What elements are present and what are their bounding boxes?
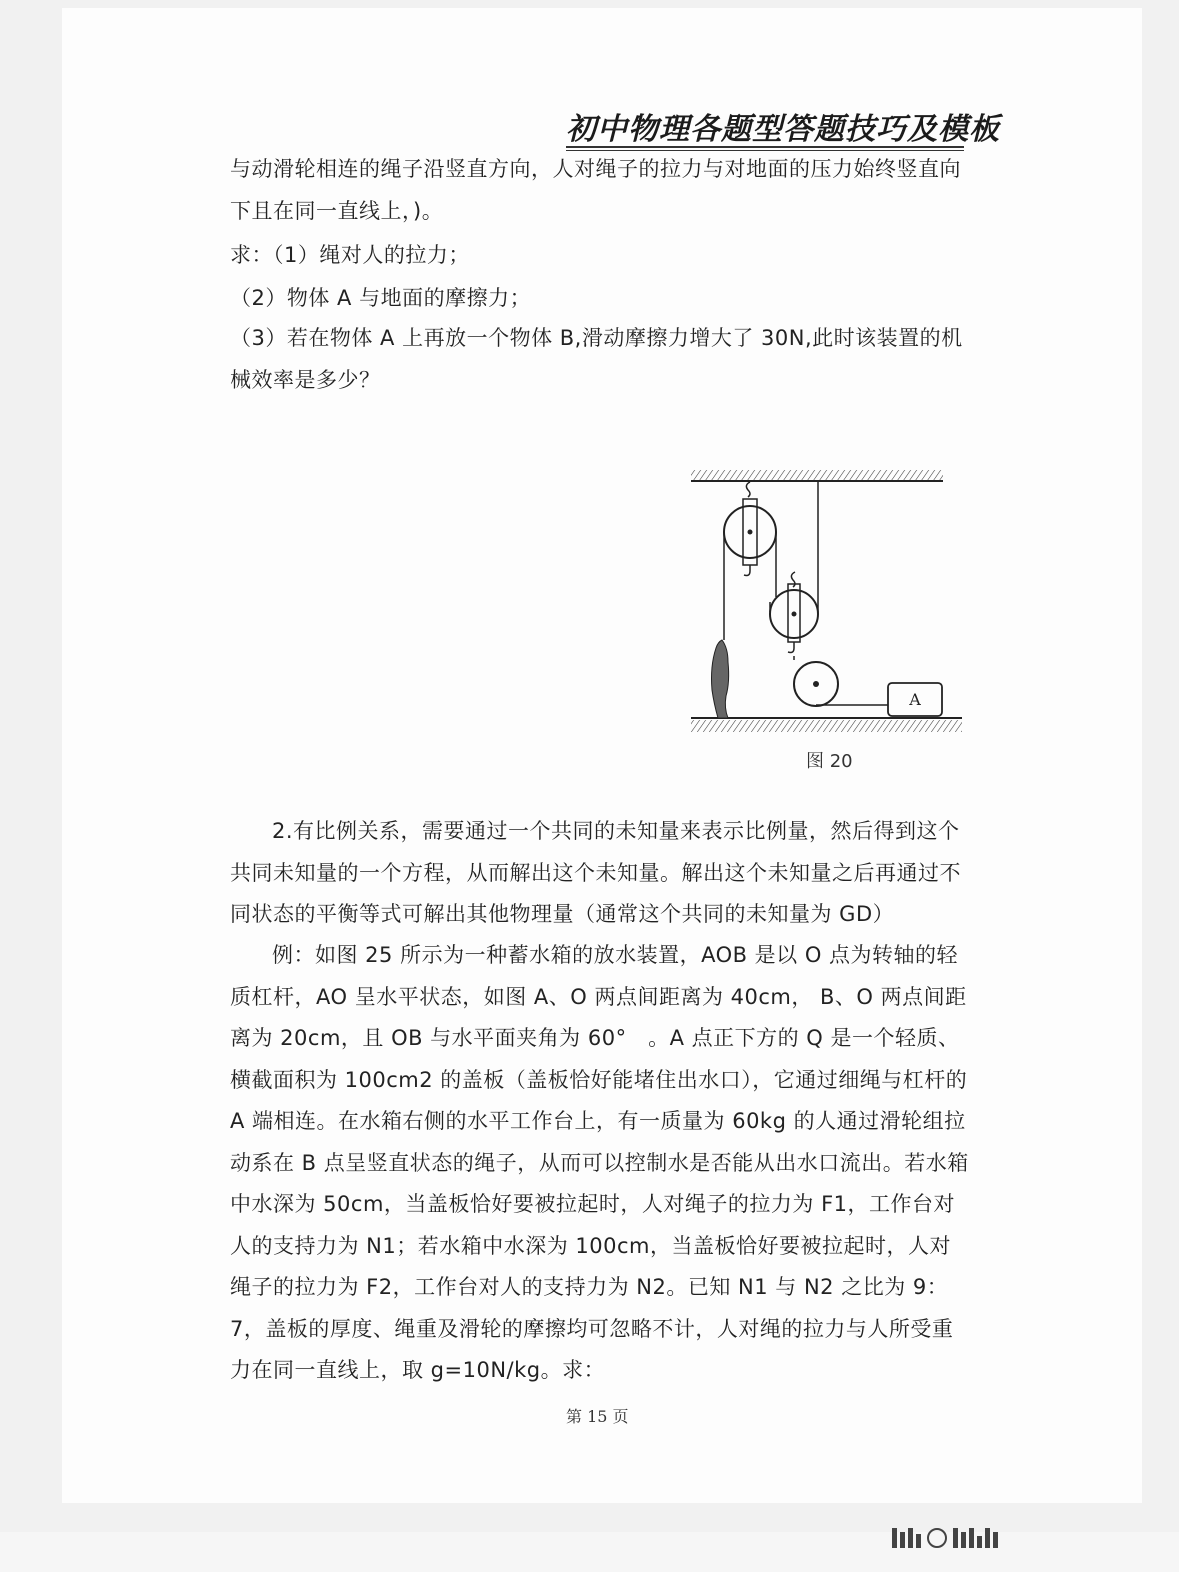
question-part-3: （3）若在物体 A 上再放一个物体 B,滑动摩擦力增大了 30N,此时该装置的机械效率是多少？ <box>230 326 963 392</box>
ground <box>691 718 962 732</box>
header-title: 初中物理各题型答题技巧及模板 <box>566 112 1000 147</box>
method-paragraph: 2.有比例关系，需要通过一个共同的未知量来表示比例量，然后得到这个共同未知量的一个方程，从而解出这个未知量。解出这个未知量之后再通过不同状态的平衡等式可解出其他物理量（通常这个共同的未知量为 GD） <box>230 819 961 926</box>
figure-caption: 图 20 <box>806 751 853 772</box>
ground-pulley <box>794 662 838 706</box>
paragraph-continuation: 与动滑轮相连的绳子沿竖直方向，人对绳子的拉力与对地面的压力始终竖直向下且在同一直线上，)。 <box>230 157 961 223</box>
ceiling <box>691 470 943 481</box>
question-line: 求：（1）绳对人的拉力； <box>230 243 470 267</box>
movable-pulley <box>770 572 818 653</box>
watermark-marks <box>892 1522 998 1548</box>
page-number: 第 15 页 <box>566 1407 629 1426</box>
block-a-label: A <box>909 690 921 709</box>
fixed-pulley <box>724 482 776 576</box>
example-paragraph: 例：如图 25 所示为一种蓄水箱的放水装置，AOB 是以 O 点为转轴的轻质杠杆，AO 呈水平状态，如图 A、O 两点间距离为 40cm， B、O 两点间距离为 20cm，且 OB 与水平面夹角为 60° 。A 点正下方的 Q 是一个轻质、横截面积为 100cm2 的盖板（盖板恰好能堵住出水口），它通过细绳与杠杆的 A 端相连。在水箱右侧的水平工作台上，有一质量为 60kg 的人通过滑轮组拉动系在 B 点呈竖直状态的绳子，从而可以控制水是否能从出水口流出。若水箱中水深为 50cm，当盖板恰好要被拉起时，人对绳子的拉力为 F1，工作台对人的支持力为 N1；若水箱中水深为 100cm，当盖板恰好要被拉起时，人对绳子的拉力为 F2，工作台对人的支持力为 N2。已知 N1 与 N2 之比为 9：7，盖板的厚度、绳重及滑轮的摩擦均可忽略不计，人对绳的拉力与人所受重力在同一直线上，取 g=10N/kg。求： <box>230 943 969 1382</box>
block-a <box>888 683 942 716</box>
person-figure <box>712 640 729 718</box>
bottom-strip <box>0 1532 1179 1572</box>
question-part-2: （2）物体 A 与地面的摩擦力； <box>230 286 532 310</box>
pulley-diagram <box>688 462 968 780</box>
